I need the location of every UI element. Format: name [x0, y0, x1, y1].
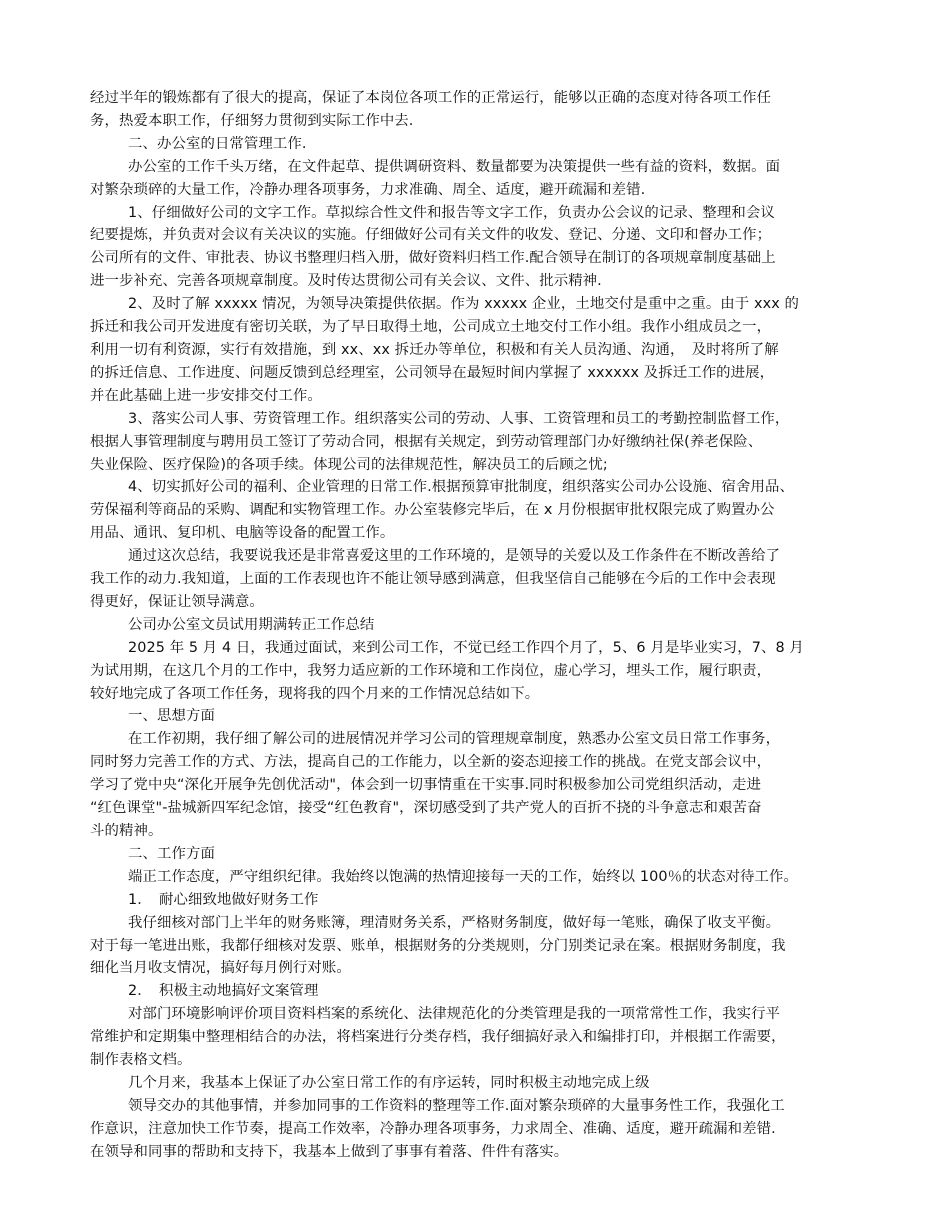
text-line: 2． 积极主动地搞好文案管理	[128, 983, 319, 1000]
text-line: 公司所有的文件、审批表、协议书整理归档入册，做好资料归档工作.配合领导在制订的各项规章制度基础上	[90, 250, 776, 267]
text-line: 的拆迁信息、工作进度、问题反馈到总经理室，公司领导在最短时间内掌握了 xxxxxx 及拆迁工作的进展，	[90, 364, 775, 381]
text-line: 办公室的工作千头万绪，在文件起草、提供调研资料、数量都要为决策提供一些有益的资料，数据。面	[128, 158, 781, 175]
text-line: 2025 年 5 月 4 日，我通过面试，来到公司工作，不觉已经工作四个月了，5、6 月是毕业实习，7、8 月	[128, 639, 804, 656]
text-line: 纪要提炼，并负责对会议有关决议的实施。仔细做好公司有关文件的收发、登记、分递、文印和督办工作；	[90, 227, 772, 244]
text-line: 得更好，保证让领导满意。	[90, 593, 264, 610]
text-line: 斗的精神。	[90, 823, 163, 839]
text-line: 在领导和同事的帮助和支持下，我基本上做到了事事有着落、件件有落实。	[90, 1143, 569, 1160]
text-line: 领导交办的其他事情，并参加同事的工作资料的整理等工作.面对繁杂琐碎的大量事务性工作，我强化工	[128, 1097, 785, 1114]
text-line: 对于每一笔进出账，我都仔细核对发票、账单，根据财务的分类规则，分门别类记录在案。根据财务制度，我	[90, 937, 786, 954]
text-line: 对部门环境影响评价项目资料档案的系统化、法律规范化的分类管理是我的一项常常性工作，我实行平	[128, 1006, 781, 1023]
text-line: 劳保福利等商品的采购、调配和实物管理工作。办公室装修完毕后，在 x 月份根据审批权限完成了购置办公	[90, 502, 775, 519]
text-line: 3、落实公司人事、劳资管理工作。组织落实公司的劳动、人事、工资管理和员工的考勤控制监督工作，	[128, 410, 790, 427]
text-line: 几个月来，我基本上保证了办公室日常工作的有序运转，同时积极主动地完成上级	[128, 1074, 650, 1091]
text-line: 务，热爱本职工作，仔细努力贯彻到实际工作中去.	[90, 112, 414, 129]
text-line: 制作表格文档。	[90, 1052, 192, 1069]
text-line: 2、及时了解 xxxxx 情况，为领导决策提供依据。作为 xxxxx 企业，土地交付是重中之重。由于 xxx 的	[128, 296, 799, 313]
text-line: 细化当月收支情况，搞好每月例行对账。	[90, 960, 351, 977]
text-line: 通过这次总结，我要说我还是非常喜爱这里的工作环境的，是领导的关爱以及工作条件在不断改善给了	[128, 548, 781, 565]
text-line: 对繁杂琐碎的大量工作，冷静办理各项事务，力求准确、周全、适度，避开疏漏和差错.	[90, 181, 646, 198]
text-line: 利用一切有利资源，实行有效措施，到 xx、xx 拆迁办等单位，积极和有关人员沟通、沟通， 及时将所了解	[90, 341, 779, 358]
text-line: 1． 耐心细致地做好财务工作	[128, 891, 319, 908]
text-line: 拆迁和我公司开发进度有密切关联，为了早日取得土地，公司成立土地交付工作小组。我作小组成员之一，	[90, 319, 772, 336]
text-line: 二、办公室的日常管理工作.	[128, 135, 307, 152]
text-line: 学习了党中央“深化开展争先创优活动"，体会到一切事情重在干实事.同时积极参加公司党组织活动，走进	[90, 777, 762, 794]
text-line: 为试用期，在这几个月的工作中，我努力适应新的工作环境和工作岗位，虚心学习，埋头工作，履行职责，	[90, 662, 772, 679]
text-line: 进一步补充、完善各项规章制度。及时传达贯彻公司有关会议、文件、批示精神.	[90, 273, 602, 290]
text-line: 较好地完成了各项工作任务，现将我的四个月来的工作情况总结如下。	[90, 685, 540, 702]
text-line: 常维护和定期集中整理相结合的办法，将档案进行分类存档，我仔细搞好录入和编排打印，并根据工作需要，	[90, 1029, 786, 1046]
text-line: 二、工作方面	[128, 845, 215, 862]
text-line: 在工作初期，我仔细了解公司的进展情况并学习公司的管理规章制度，熟悉办公室文员日常工作事务，	[128, 731, 781, 748]
text-line: 经过半年的锻炼都有了很大的提高，保证了本岗位各项工作的正常运行，能够以正确的态度对待各项工作任	[90, 90, 772, 106]
text-line: 4、切实抓好公司的福利、企业管理的日常工作.根据预算审批制度，组织落实公司办公设施、宿舍用品、	[128, 479, 795, 496]
document-body	[90, 87, 880, 1164]
text-line: 并在此基础上进一步安排交付工作。	[90, 387, 322, 404]
text-line: 公司办公室文员试用期满转正工作总结	[128, 616, 375, 633]
text-line: 我仔细核对部门上半年的财务账簿，理清财务关系，严格财务制度，做好每一笔账，确保了收支平衡。	[128, 914, 781, 931]
text-line: “红色课堂"-盐城新四军纪念馆，接受“红色教育"，深切感受到了共产党人的百折不挠的斗争意志和艰苦奋	[90, 800, 762, 817]
text-line: 端正工作态度，严守组织纪律。我始终以饱满的热情迎接每一天的工作，始终以 100％的状态对待工作。	[128, 868, 799, 885]
text-line: 同时努力完善工作的方式、方法，提高自己的工作能力，以全新的姿态迎接工作的挑战。在党支部会议中，	[90, 754, 772, 771]
text-line: 用品、通讯、复印机、电脑等设备的配置工作。	[90, 525, 395, 542]
text-line: 失业保险、医疗保险)的各项手续。体现公司的法律规范性，解决员工的后顾之忧;	[90, 456, 608, 473]
text-line: 一、思想方面	[128, 708, 215, 725]
text-line: 根据人事管理制度与聘用员工签订了劳动合同，根据有关规定，到劳动管理部门办好缴纳社保(养老保险、	[90, 433, 763, 450]
text-line: 作意识，注意加快工作节奏，提高工作效率，冷静办理各项事务，力求周全、准确、适度，避开疏漏和差错.	[90, 1120, 776, 1137]
text-line: 1、仔细做好公司的文字工作。草拟综合性文件和报告等文字工作，负责办公会议的记录、整理和会议	[128, 204, 775, 221]
text-line: 我工作的动力.我知道，上面的工作表现也许不能让领导感到满意，但我坚信自己能够在今后的工作中会表现	[90, 571, 776, 588]
